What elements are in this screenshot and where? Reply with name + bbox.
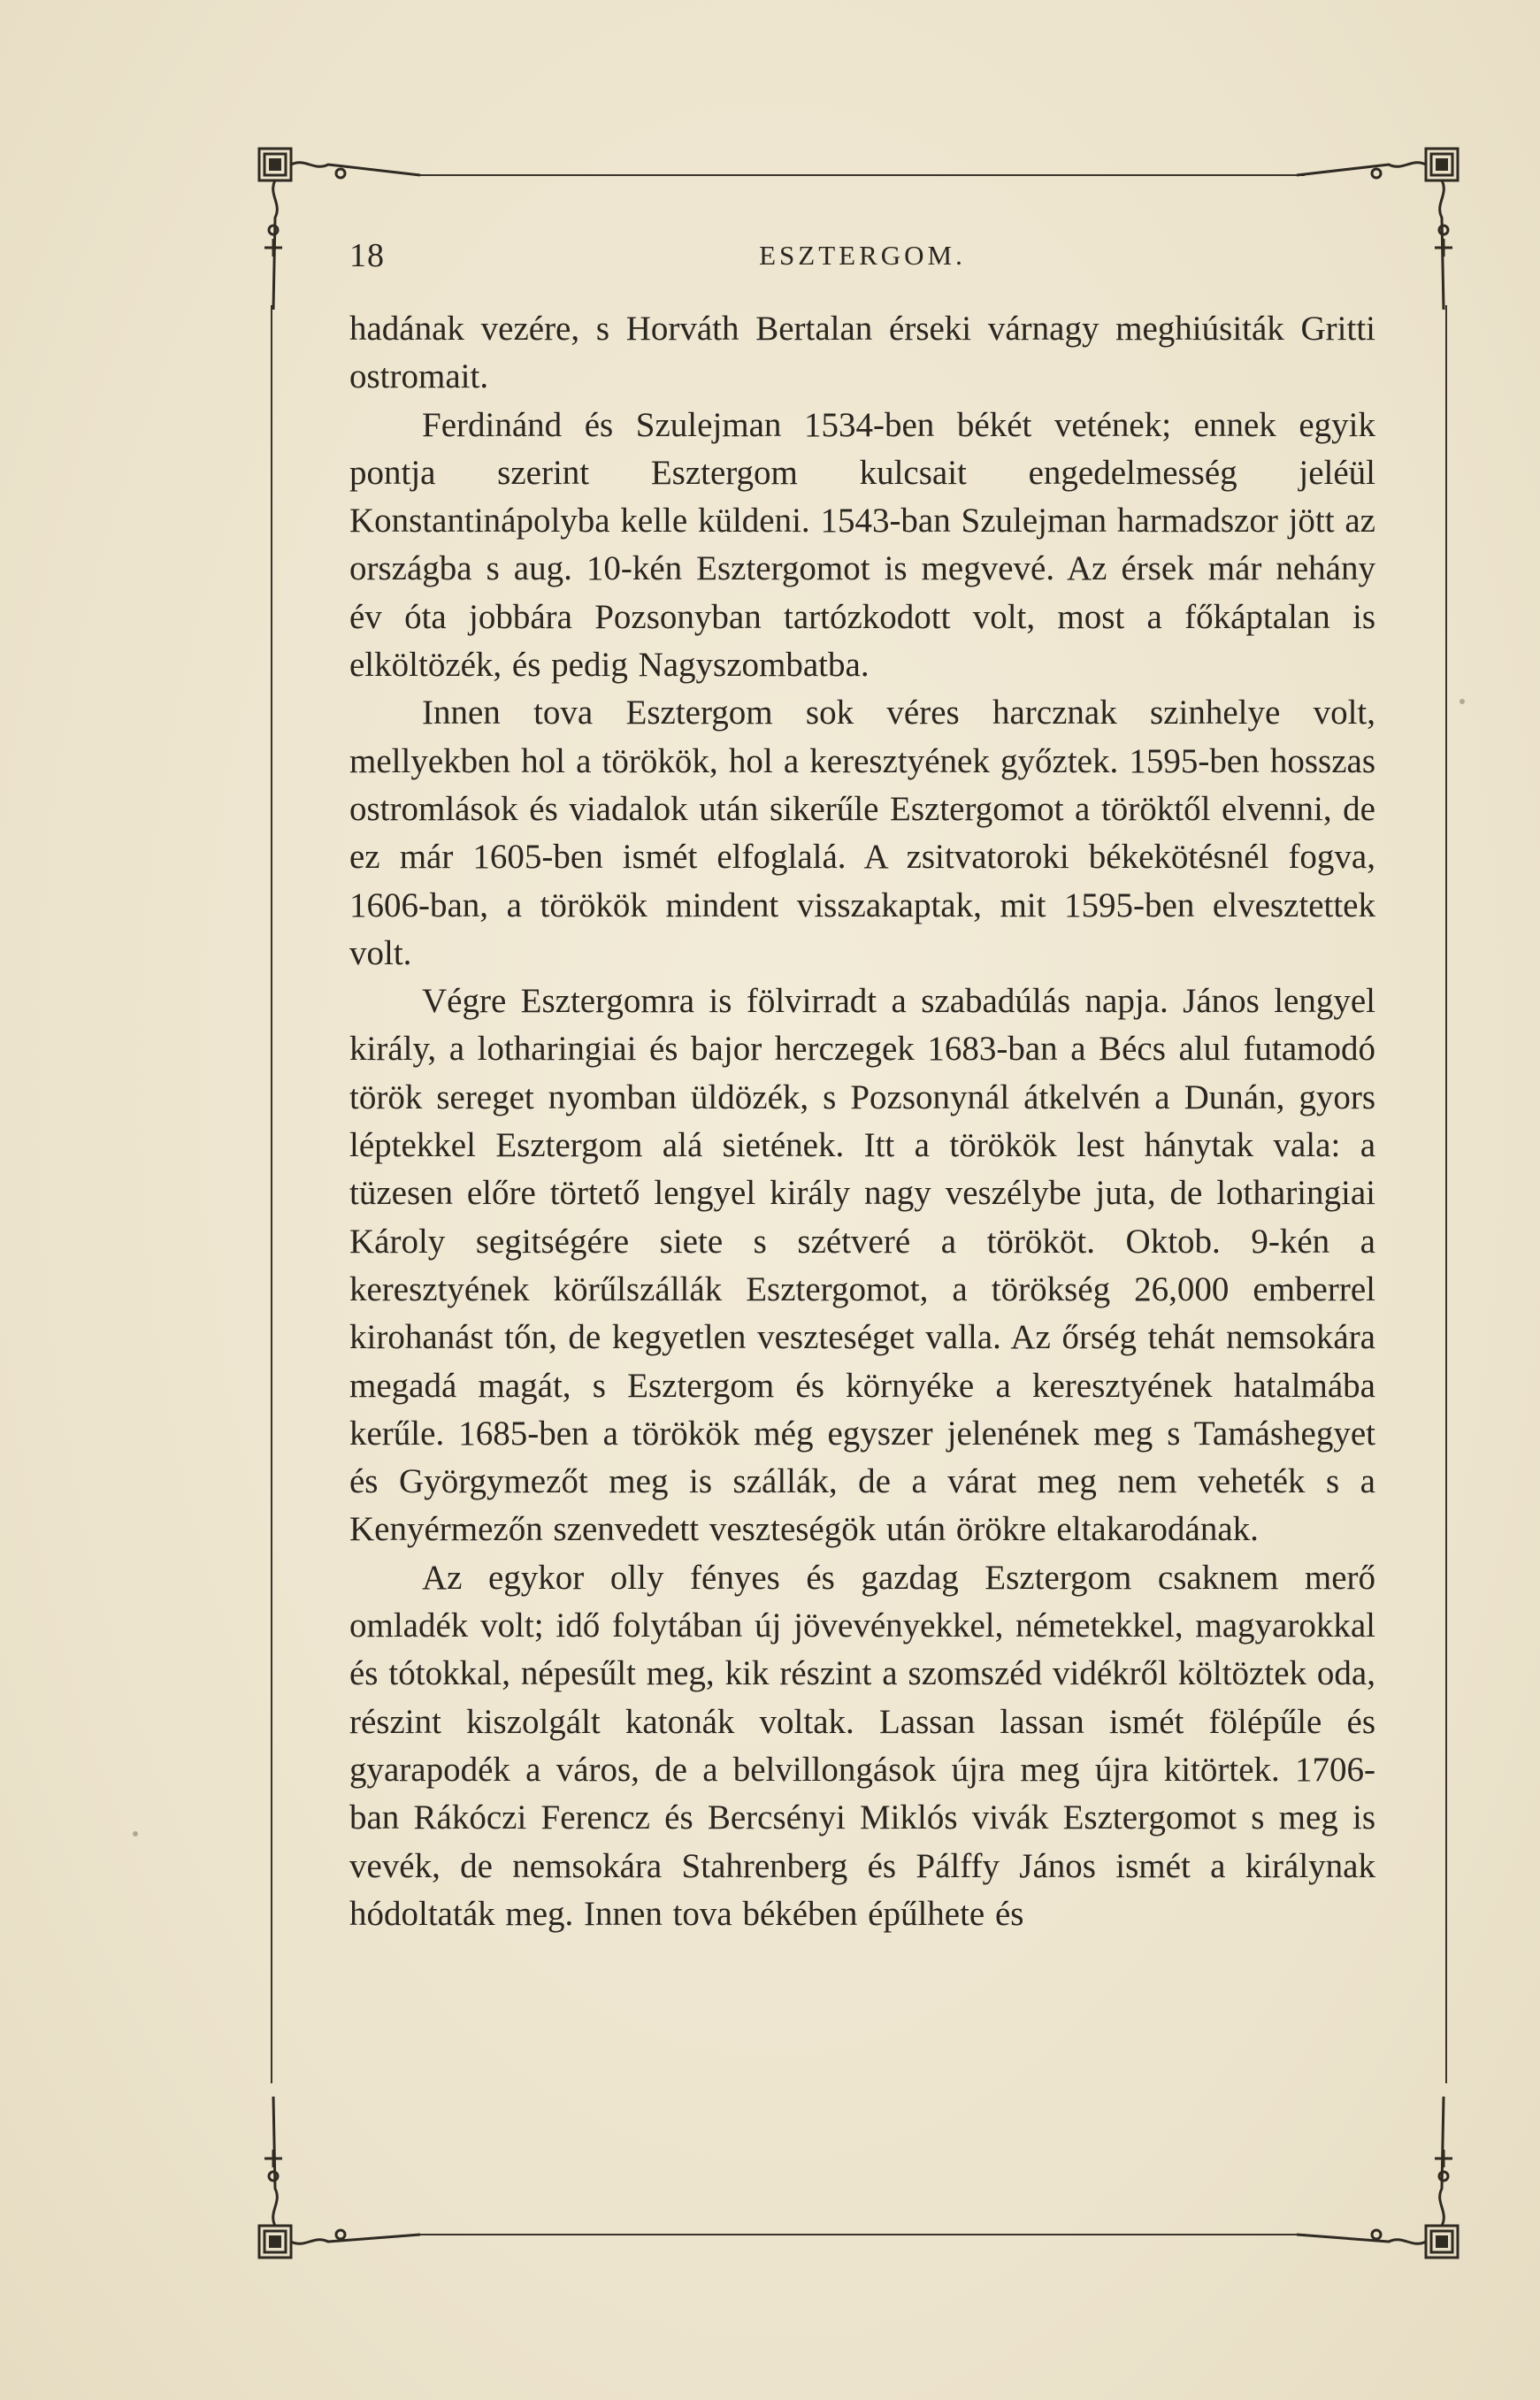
paper-speck (133, 1831, 138, 1836)
paragraph: Végre Esztergomra is fölvirradt a szabadúlás napja. János lengyel király, a lotharingiai és bajor herczegek 1683-ban a Bécs alul futamodó török sereget nyomban üldözék, s Pozsonynál átkelvén a Dunán, gyors léptekkel Esztergom alá sietének. Itt a törökök lest hánytak vala: a tüzesen előre törtető lengyel király nagy veszélybe juta, de lotharingiai Károly segitségére siete s szétveré a törököt. Oktob. 9-kén a keresztyének körűlszállák Esztergomot, a törökség 26,000 emberrel kirohanást tőn, de kegyetlen veszteséget valla. Az őrség tehát nemsokára megadá magát, s Esztergom és környéke a keresztyének hatalmába kerűle. 1685-ben a törökök még egyszer jelenének meg s Tamáshegyet és Györgymezőt meg is szállák, de a várat meg nem veheték s a Kenyérmezőn szenvedett veszteségök után örökre eltakarodának. (349, 982, 1375, 1549)
paper-speck (1460, 699, 1465, 704)
running-title: ESZTERGOM. (759, 240, 966, 271)
frame-left-rule (271, 305, 272, 2083)
paragraph: hadának vezére, s Horváth Bertalan érseki várnagy meghiúsiták Gritti ostromait. (349, 310, 1375, 396)
page-number: 18 (349, 237, 385, 274)
corner-ornament-bottom-right (1288, 2088, 1465, 2265)
page-header (349, 226, 1375, 279)
frame-top-rule (420, 174, 1305, 176)
paragraph: Ferdinánd és Szulejman 1534-ben békét vetének; ennek egyik pontja szerint Esztergom kulcsait engedelmesség jeléül Konstantinápolyba kelle küldeni. 1543-ban Szulejman harmadszor jött az országba s aug. 10-kén Esztergomot is megvevé. Az érsek már nehány év óta jobbára Pozsonyban tartózkodott volt, most a főkáptalan is elköltözék, és pedig Nagyszombatba. (349, 405, 1375, 685)
corner-ornament-bottom-left (252, 2088, 429, 2265)
frame-right-rule (1445, 305, 1447, 2083)
paragraph: Innen tova Esztergom sok véres harcznak szinhelye volt, mellyekben hol a törökök, hol a keresztyének győztek. 1595-ben hosszas ostromlások és viadalok után sikerűle Esztergomot a töröktől elvenni, de ez már 1605-ben ismét elfoglalá. A zsitvatoroki békekötésnél fogva, 1606-ban, a törökök mindent visszakaptak, mit 1595-ben elvesztettek volt. (349, 694, 1375, 972)
body-text (349, 305, 1375, 1938)
paragraph: Az egykor olly fényes és gazdag Esztergom csaknem merő omladék volt; idő folytában új jövevényekkel, németekkel, magyarokkal és tótokkal, népesűlt meg, kik részint a szomszéd vidékről költöztek oda, részint kiszolgált katonák voltak. Lassan lassan ismét fölépűle és gyarapodék a város, de a belvillongások újra meg újra kitörtek. 1706-ban Rákóczi Ferencz és Bercsényi Miklós vivák Esztergomot s meg is vevék, de nemsokára Stahrenberg és Pálffy János ismét a királynak hódoltaták meg. Innen tova békében épűlhete és (349, 1558, 1375, 1933)
frame-bottom-rule (420, 2234, 1305, 2235)
